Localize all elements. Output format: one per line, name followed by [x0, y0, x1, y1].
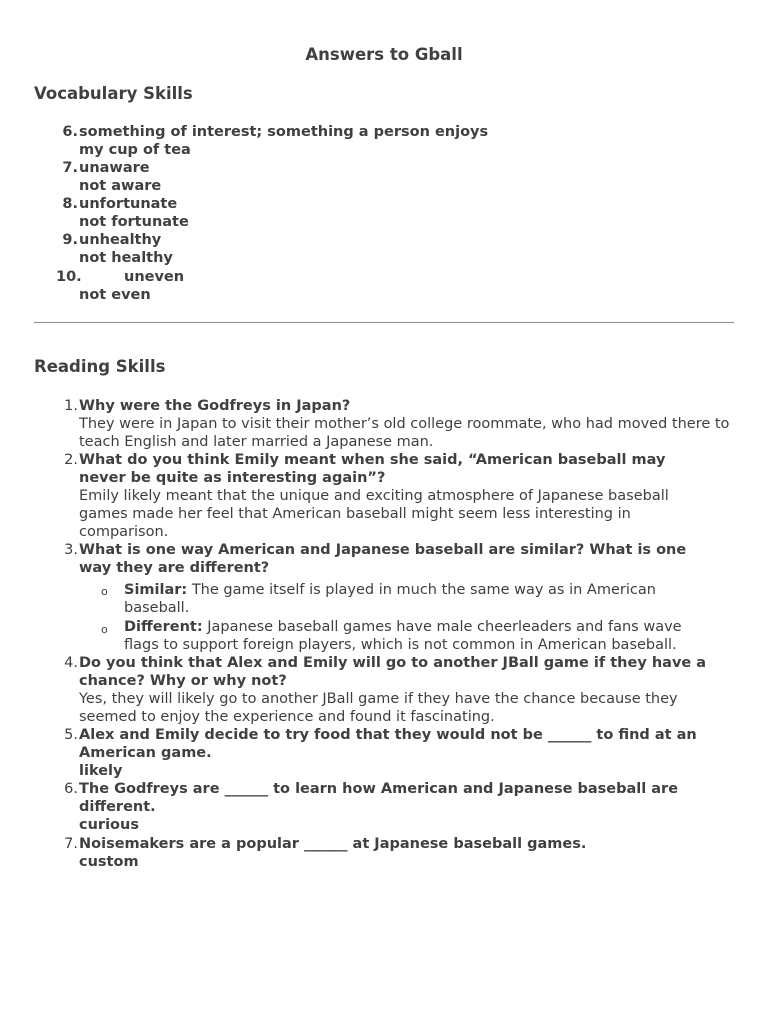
bullet-icon: o [101, 623, 108, 636]
question-text: Alex and Emily decide to try food that they would not be ______ to find at an American game. [79, 727, 697, 761]
question-number: 2. [64, 452, 78, 468]
vocab-answer: not healthy [79, 250, 173, 266]
question-number: 5. [64, 727, 78, 743]
question-number: 4. [64, 655, 78, 671]
bullet-text: The game itself is played in much the same way as in American baseball. [124, 582, 656, 616]
bullet-item-different [124, 618, 714, 654]
answer-text: curious [79, 817, 139, 833]
bullet-item-similar [124, 581, 694, 617]
vocabulary-heading: Vocabulary Skills [34, 84, 193, 103]
question-number: 1. [64, 398, 78, 414]
answer-text: custom [79, 854, 139, 870]
answer-text: Emily likely meant that the unique and exciting atmosphere of Japanese baseball games made her feel that American baseball might seem less interesting in comparison. [79, 488, 669, 540]
vocab-number: 9. [62, 232, 78, 248]
answer-text: Yes, they will likely go to another JBall game if they have the chance because they seemed to enjoy the experience and found it fascinating. [79, 691, 678, 725]
vocab-answer: not fortunate [79, 214, 189, 230]
vocab-term: something of interest; something a person enjoys [79, 124, 489, 140]
answer-text: likely [79, 763, 123, 779]
bullet-label: Different: [124, 619, 203, 635]
vocab-number: 10. [56, 269, 82, 285]
vocab-answer: my cup of tea [79, 142, 191, 158]
question-text: What is one way American and Japanese baseball are similar? What is one way they are different? [79, 542, 687, 576]
question-number: 3. [64, 542, 78, 558]
vocab-term: unaware [79, 160, 150, 176]
question-number: 7. [64, 836, 78, 852]
vocab-number: 7. [62, 160, 78, 176]
question-text: What do you think Emily meant when she said, “American baseball may never be quite as interesting again”? [79, 452, 666, 486]
page-title: Answers to Gball [305, 45, 463, 64]
answer-text: They were in Japan to visit their mother’s old college roommate, who had moved there to teach English and later married a Japanese man. [79, 416, 730, 450]
vocab-term: uneven [124, 269, 185, 285]
question-text: The Godfreys are ______ to learn how American and Japanese baseball are different. [79, 781, 679, 815]
question-text: Why were the Godfreys in Japan? [79, 398, 351, 414]
vocab-term: unhealthy [79, 232, 162, 248]
vocab-number: 8. [62, 196, 78, 212]
vocab-answer: not even [79, 287, 151, 303]
bullet-text: Japanese baseball games have male cheerleaders and fans wave flags to support foreign players, which is not common in American baseball. [124, 619, 682, 653]
vocab-term: unfortunate [79, 196, 178, 212]
bullet-icon: o [101, 585, 108, 598]
vocab-answer: not aware [79, 178, 162, 194]
question-number: 6. [64, 781, 78, 797]
question-text: Noisemakers are a popular ______ at Japanese baseball games. [79, 836, 587, 852]
question-text: Do you think that Alex and Emily will go to another JBall game if they have a chance? Why or why not? [79, 655, 707, 689]
vocab-number: 6. [62, 124, 78, 140]
bullet-label: Similar: [124, 582, 188, 598]
reading-heading: Reading Skills [34, 357, 166, 376]
section-divider [34, 322, 734, 323]
